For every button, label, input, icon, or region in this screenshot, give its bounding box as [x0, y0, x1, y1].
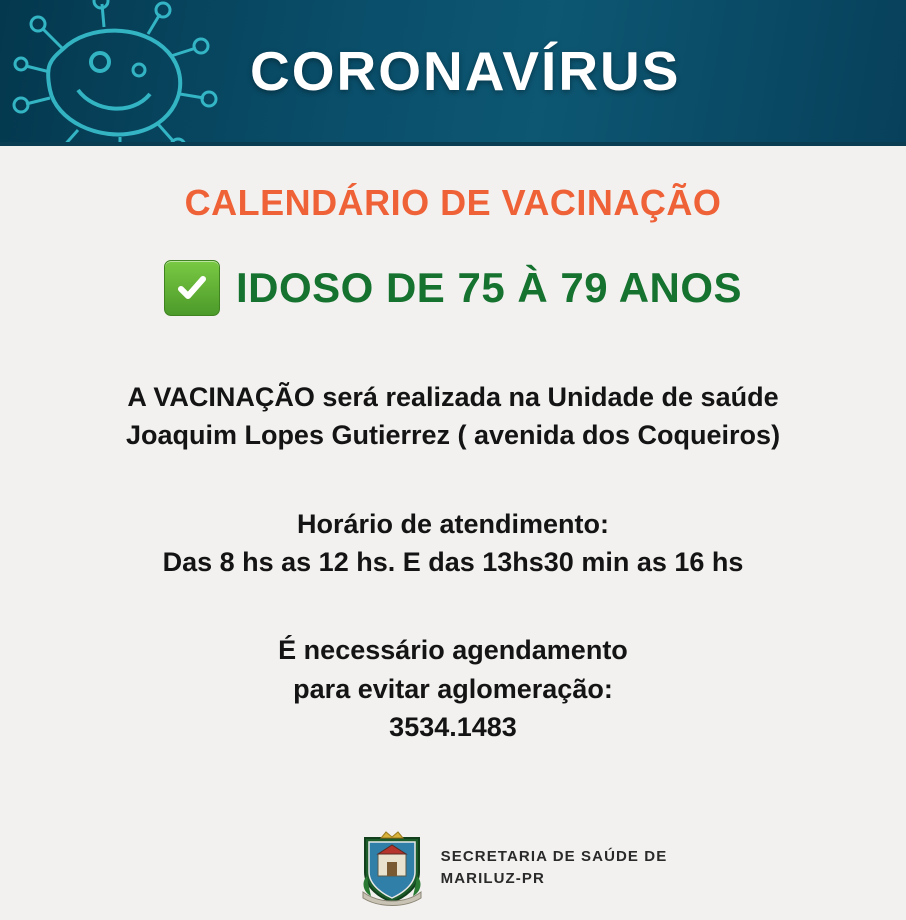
poster-subtitle: CALENDÁRIO DE VACINAÇÃO: [184, 182, 722, 223]
appointment-phone: 3534.1483: [389, 711, 517, 742]
location-line-1: A VACINAÇÃO será realizada na Unidade de saúde: [127, 382, 779, 412]
poster-header: [0, 0, 906, 146]
schedule-line-2: Das 8 hs as 12 hs. E das 13hs30 min as 16 hs: [162, 546, 744, 577]
schedule-paragraph: [0, 505, 906, 582]
poster-body: [0, 182, 906, 746]
appointment-line-2: para evitar aglomeração:: [293, 673, 613, 704]
org-line-2: MARILUZ-PR: [440, 870, 545, 887]
target-group-label: IDOSO DE 75 À 79 ANOS: [235, 264, 743, 311]
green-check-icon: [164, 260, 220, 316]
location-paragraph: [0, 378, 906, 455]
org-line-1: SECRETARIA DE SAÚDE DE: [440, 847, 668, 865]
municipal-coat-of-arms-icon: [359, 830, 425, 906]
health-department-label: [441, 846, 668, 891]
appointment-line-1: É necessário agendamento: [278, 635, 628, 666]
coronavirus-particle-icon: [8, 0, 258, 146]
header-divider: [0, 142, 906, 146]
schedule-line-1: Horário de atendimento:: [296, 508, 610, 539]
page-title: CORONAVÍRUS: [250, 40, 681, 102]
appointment-paragraph: [0, 631, 906, 746]
location-line-2: Joaquim Lopes Gutierrez ( avenida dos Coqueiros): [125, 420, 781, 451]
target-group-row: [0, 260, 906, 316]
poster-footer: [0, 830, 906, 906]
